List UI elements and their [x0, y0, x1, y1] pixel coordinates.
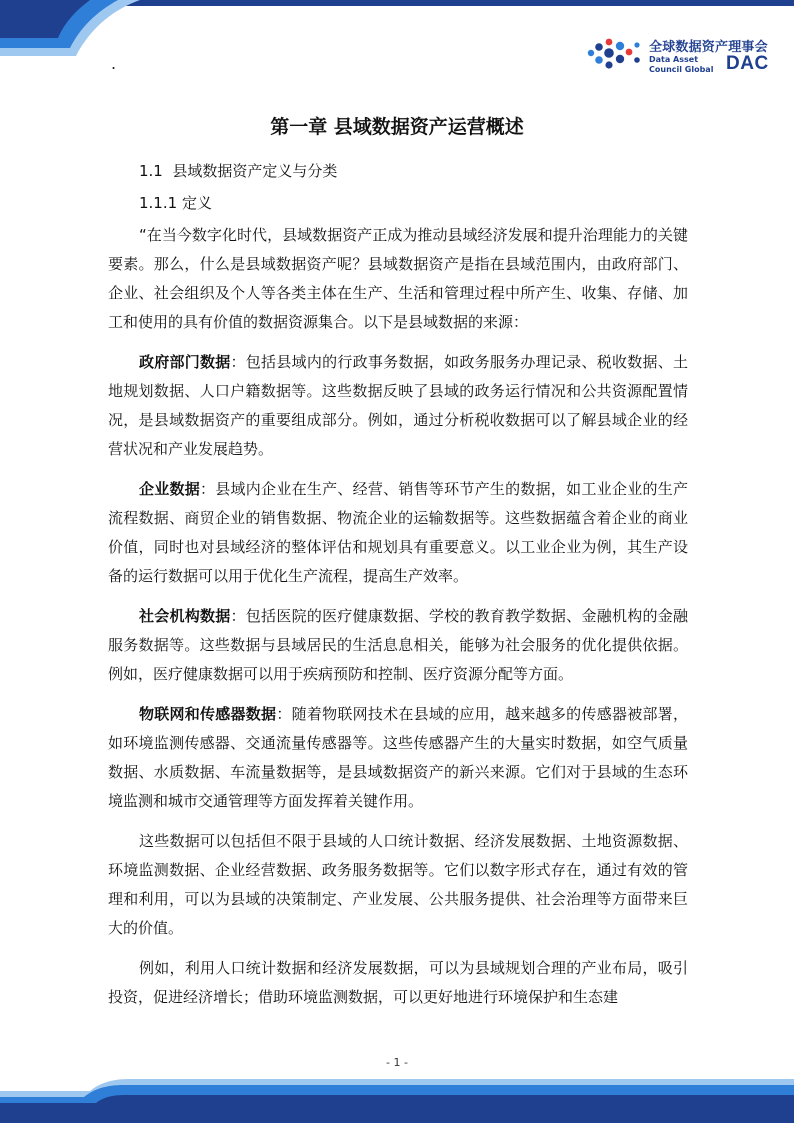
logo-name-en-1: Data Asset [649, 55, 699, 64]
header-mark: . [111, 54, 117, 73]
footer-navy-swoosh [0, 1095, 794, 1123]
body-text [108, 221, 688, 1023]
paragraph-lead: 企业数据 [139, 480, 201, 498]
paragraph-example: 例如，利用人口统计数据和经济发展数据，可以为县域规划合理的产业布局，吸引投资，促进经济增长；借助环境监测数据，可以更好地进行环境保护和生态建 [108, 959, 688, 1006]
subsection-title: 定义 [181, 194, 212, 212]
section-number: 1.1 [139, 162, 163, 180]
paragraph-iot-data: 物联网和传感器数据：随着物联网技术在县域的应用，越来越多的传感器被部署，如环境监测传感器、交通流量传感器等。这些传感器产生的大量实时数据，如空气质量数据、水质数据、车流量数据等，是县域数据资产的新兴来源。它们对于县域的生态环境监测和城市交通管理等方面发挥着关键作用。 [108, 705, 688, 810]
paragraph-government-data: 政府部门数据：包括县域内的行政事务数据，如政务服务办理记录、税收数据、土地规划数据、人口户籍数据等。这些数据反映了县域的政务运行情况和公共资源配置情况，是县域数据资产的重要组成部分。例如，通过分析税收数据可以了解县域企业的经营状况和产业发展趋势。 [108, 353, 688, 458]
page-number: - 1 - [386, 1056, 408, 1069]
dac-logo [585, 36, 785, 76]
logo-name-en-2: Council Global [649, 65, 714, 74]
subsection-number: 1.1.1 [139, 194, 178, 212]
section-title: 县域数据资产定义与分类 [172, 162, 338, 180]
paragraph-intro: “在当今数字化时代，县域数据资产正成为推动县域经济发展和提升治理能力的关键要素。那么，什么是县域数据资产呢？县域数据资产是指在县域范围内，由政府部门、企业、社会组织及个人等各类主体在生产、生活和管理过程中所产生、收集、存储、加工和使用的具有价值的数据资源集合。以下是县域数据的来源： [108, 226, 688, 331]
paragraph-lead: 物联网和传感器数据 [139, 705, 277, 723]
paragraph-enterprise-data: 企业数据：县域内企业在生产、经营、销售等环节产生的数据，如工业企业的生产流程数据、商贸企业的销售数据、物流企业的运输数据等。这些数据蕴含着企业的商业价值，同时也对县域经济的整体评估和规划具有重要意义。以工业企业为例，其生产设备的运行数据可以用于优化生产流程，提高生产效率。 [108, 480, 688, 585]
subsection-heading [139, 192, 212, 213]
section-heading [139, 160, 337, 181]
footer-decoration [0, 1075, 794, 1123]
paragraph-data-scope: 这些数据可以包括但不限于县域的人口统计数据、经济发展数据、土地资源数据、环境监测数据、企业经营数据、政务服务数据等。它们以数字形式存在，通过有效的管理和利用，可以为县域的决策制定、产业发展、公共服务提供、社会治理等方面带来巨大的价值。 [108, 832, 688, 937]
logo-name-cn: 全球数据资产理事会 [649, 40, 768, 55]
logo-abbr: DAC [726, 53, 769, 74]
paragraph-social-institution-data: 社会机构数据：包括医院的医疗健康数据、学校的教育教学数据、金融机构的金融服务数据等。这些数据与县域居民的生活息息相关，能够为社会服务的优化提供依据。例如，医疗健康数据可以用于疾病预防和控制、医疗资源分配等方面。 [108, 607, 688, 683]
logo-dots-icon [585, 36, 647, 76]
paragraph-lead: 社会机构数据 [139, 607, 231, 625]
paragraph-lead: 政府部门数据 [139, 353, 231, 371]
chapter-title: 第一章 县域数据资产运营概述 [270, 116, 524, 138]
